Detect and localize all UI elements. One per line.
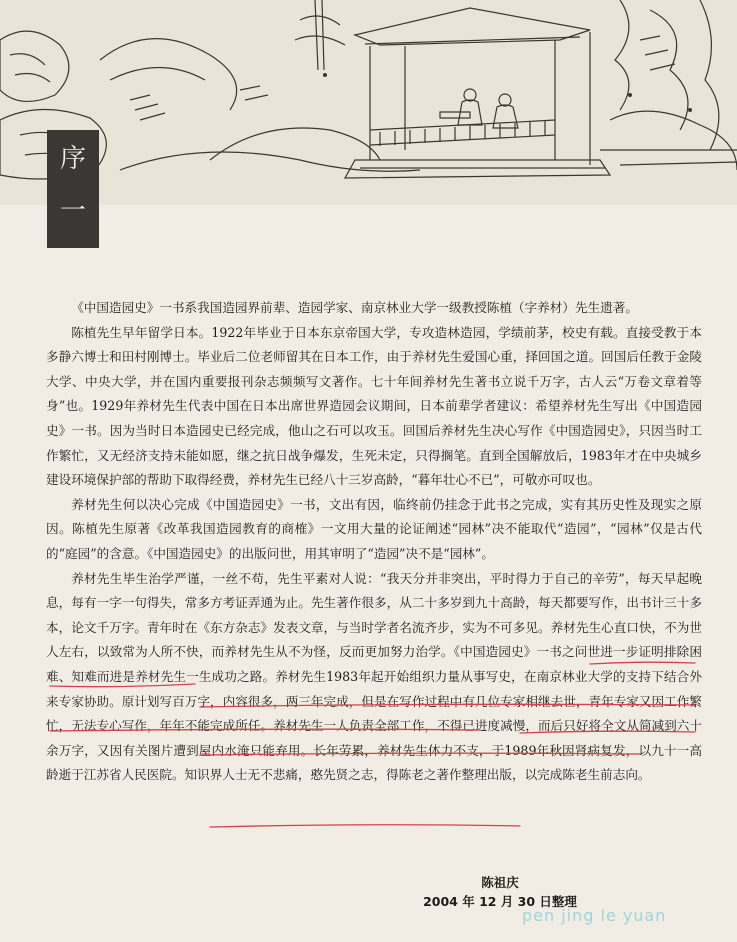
pavilion-landscape-engraving	[0, 0, 737, 205]
section-title-char: 一	[59, 196, 86, 226]
paragraph: 陈植先生早年留学日本。1922年毕业于日本东京帝国大学，专攻造林造园，学绩前茅，校史有载。直接受教于本多静六博士和田村刚博士。毕业后二位老师留其在日本工作，由于养材先生爱国心重，择回国之道。回国后任教于金陵大学、中央大学，并在国内重要报刊杂志频频写文著作。七十年间养材先生著书立说千万字，古人云“万卷文章着等身”也。1929年养材先生代表中国在日本出席世界造园会议期间，日本前辈学者建议：希望养材先生写出《中国造园史》一书。因为当时日本造园史已经完成，他山之石可以攻玉。回国后养材先生决心写作《中国造园史》，只因当时工作繁忙，又无经济支持未能如愿，继之抗日战争爆发，生死未定，只得搁笔。直到全国解放后，1983年才在中央城乡建设环境保护部的帮助下取得经费，养材先生已经八十三岁高龄，“暮年壮心不已”，可敬亦可叹也。	[46, 324, 702, 488]
paragraph: 《中国造园史》一书系我国造园界前辈、造园学家、南京林业大学一级教授陈植（字养材）先生遗著。	[71, 300, 638, 315]
watermark-text: pen jing le yuan	[522, 906, 667, 925]
header-illustration	[0, 0, 737, 205]
section-title-char: 序	[59, 144, 86, 174]
paragraph: 养材先生何以决心完成《中国造园史》一书，文出有因，临终前仍挂念于此书之完成，实有其历史性及现实之原因。陈植先生原著《改革我国造园教育的商榷》一文用大量的论证阐述“园林”决不能取代“造园”，“园林”仅是古代的“庭园”的含意。《中国造园史》的出版问世，用其审明了“造园”决不是“园林”。	[46, 496, 702, 561]
author-name: 陈祖庆	[481, 875, 519, 890]
preface-body	[46, 296, 702, 788]
section-title-tab	[47, 130, 99, 248]
paragraph: 养材先生毕生治学严谨，一丝不苟，先生平素对人说：“我天分并非突出，平时得力于自己的辛劳”，每天早起晚息，每有一字一句得失，常多方考证弄通为止。先生著作很多，从二十多岁到九十高龄，每天都要写作，出书计三十多本，论文千万字。青年时在《东方杂志》发表文章，与当时学者名流齐步，实为不可多见。养材先生心直口快，不为世人左右，以致常为人所不快，而养材先生从不为怪，反而更加努力治学。《中国造园史》一书之问世进一步证明排除困难、知难而进是养材先生一生成功之路。养材先生1983年起开始组织力量从事写史，在南京林业大学的支持下结合外来专家协助。原计划写百万字，内容很多，两三年完成，但是在写作过程中有几位专家相继去世，青年专家又因工作繁忙，无法专心写作，年年不能完成所任。养材先生一人负责全部工作，不得已进度减慢，而后只好将全文从简减到六十余万字，又因有关图片遭到屋内水淹只能弃用。长年劳累，养材先生体力不支，于1989年秋因肾病复发，以九十一高龄逝于江苏省人民医院。知识界人士无不悲痛，憨先贤之志，得陈老之著作整理出版，以完成陈老生前志向。	[46, 570, 702, 783]
date-line: 2004 年 12 月 30 日整理	[423, 894, 577, 909]
